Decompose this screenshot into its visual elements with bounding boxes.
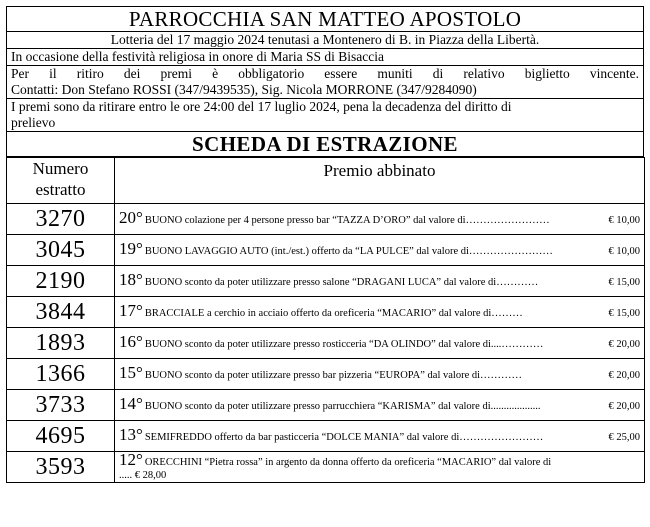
prize-line [119,331,640,352]
table-row [7,452,645,483]
table-row [7,297,645,328]
rules-block [7,66,643,99]
drawn-number: 3270 [7,204,115,235]
draw-table [6,157,645,483]
prize-line-continued: ..... € 28,00 [119,470,167,481]
prize-line [119,424,640,445]
prize-dots: ………… [480,369,523,381]
prize-description: BUONO sconto da poter utilizzare presso parrucchiera “KARISMA” dal valore di [144,400,491,412]
table-row [7,359,645,390]
prize-value: € 20,00 [608,338,640,350]
table-row [7,421,645,452]
col-number-header-line-1: Numero [32,159,89,178]
prize-dots: …………………… [459,431,544,443]
table-body [7,204,645,483]
prize-value: € 10,00 [608,245,640,257]
prize-dots: …………………… [465,214,550,226]
prize-line [119,393,640,414]
prize-description: BUONO sconto da poter utilizzare presso bar pizzeria “EUROPA” dal valore di [144,369,481,381]
prize-description: BRACCIALE a cerchio in acciaio offerto da oreficeria “MACARIO” dal valore di [144,307,492,319]
prize-cell [115,390,645,421]
col-number-header [7,158,115,204]
table-row [7,266,645,297]
prize-dots: …………………… [468,245,553,257]
table-row [7,204,645,235]
sheet-title: SCHEDA DI ESTRAZIONE [6,132,644,157]
prize-dots: ………… [496,276,539,288]
prize-rank: 17° [119,300,143,320]
drawn-number: 2190 [7,266,115,297]
deadline-block [7,99,643,132]
prize-line [119,300,640,321]
drawn-number: 4695 [7,421,115,452]
prize-value: € 15,00 [608,307,640,319]
prize-cell [115,359,645,390]
table-row [7,235,645,266]
table-row [7,328,645,359]
prize-value: € 15,00 [608,276,640,288]
prize-cell [115,297,645,328]
deadline-line-2: prelievo [11,115,56,130]
table-header-row [7,158,645,204]
prize-line [119,269,640,290]
prize-cell [115,204,645,235]
prize-description: BUONO sconto da poter utilizzare presso rosticceria “DA OLINDO” dal valore di.... [144,338,502,350]
header-block [6,6,644,132]
col-prize-header: Premio abbinato [115,158,645,204]
prize-value: € 10,00 [608,214,640,226]
prize-rank: 14° [119,393,143,413]
lottery-document [6,6,644,483]
drawn-number: 3045 [7,235,115,266]
prize-rank: 19° [119,238,143,258]
prize-dots: ……… [491,307,523,319]
prize-rank: 15° [119,362,143,382]
prize-line [119,207,640,228]
deadline-line-1: I premi sono da ritirare entro le ore 24:00 del 17 luglio 2024, pena la decadenza del diritto di [11,99,512,114]
prize-rank: 16° [119,331,143,351]
prize-description: BUONO LAVAGGIO AUTO (int./est.) offerto da “LA PULCE” dal valore di [144,245,469,257]
prize-cell [115,235,645,266]
parish-title: PARROCCHIA SAN MATTEO APOSTOLO [7,7,643,32]
prize-description: BUONO colazione per 4 persone presso bar “TAZZA D’ORO” dal valore di [144,214,466,226]
prize-cell [115,421,645,452]
prize-value: € 25,00 [608,431,640,443]
prize-line [119,362,640,383]
prize-line [119,238,640,259]
prize-description: BUONO sconto da poter utilizzare presso salone “DRAGANI LUCA” dal valore di [144,276,497,288]
prize-value: € 20,00 [608,369,640,381]
prize-dots: ………… [501,338,544,350]
rules-line: Per il ritiro dei premi è obbligatorio essere muniti di relativo biglietto vincente. [11,66,639,81]
prize-rank: 12° [119,450,143,469]
prize-value: € 20,00 [608,400,640,412]
col-number-header-line-2: estratto [35,180,86,199]
prize-cell [115,328,645,359]
prize-rank: 20° [119,207,143,227]
prize-dots: ................... [490,400,541,412]
drawn-number: 1893 [7,328,115,359]
prize-cell [115,452,645,483]
drawn-number: 3593 [7,452,115,483]
lottery-line: Lotteria del 17 maggio 2024 tenutasi a Montenero di B. in Piazza della Libertà. [7,32,643,49]
drawn-number: 3844 [7,297,115,328]
contacts-line: Contatti: Don Stefano ROSSI (347/9439535), Sig. Nicola MORRONE (347/9284090) [11,82,477,97]
occasion-line: In occasione della festività religiosa in onore di Maria SS di Bisaccia [7,49,643,66]
prize-rank: 13° [119,424,143,444]
prize-line [119,450,640,469]
table-row [7,390,645,421]
drawn-number: 3733 [7,390,115,421]
prize-rank: 18° [119,269,143,289]
prize-description: ORECCHINI “Pietra rossa” in argento da donna offerto da oreficeria “MACARIO” dal valore di [144,457,552,468]
prize-description: SEMIFREDDO offerto da bar pasticceria “DOLCE MANIA” dal valore di [144,431,460,443]
prize-cell [115,266,645,297]
drawn-number: 1366 [7,359,115,390]
